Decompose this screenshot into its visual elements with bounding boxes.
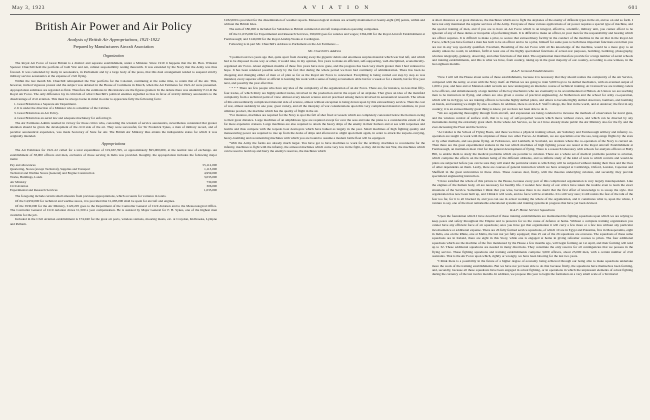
numbered-points	[10, 102, 217, 120]
paragraph: The sum of £80,000 is included for Subsidies to British commercial aircraft transportation operating companies.	[229, 27, 380, 32]
article-body	[10, 18, 640, 418]
column-three	[432, 18, 633, 418]
list-item: 3. Great Britain has an Air Policy.	[14, 110, 59, 115]
paragraph: The Air Estimates for 1921-22 called for a total expenditure of £19,667,395, or approximately $95,000,000, at the normal rate of exchange. An establishment of 38,900 officers and men, exclusive of those serving in India was provided. Roughly, the appropriation includes the following major items:	[10, 148, 217, 162]
table-cell-value: 306,000	[206, 183, 217, 188]
running-head-publication: A V I A T I O N	[302, 5, 371, 11]
section-heading-organization: Organization	[103, 53, 124, 58]
paragraph: "We are organizing thoroughly through from aircraft, and expression are being conducted to increase the methods of observation for naval guns, and the wireless control of surface craft, that is to say, of self-propelled vessels which move without crews, and which can be directed by any instruments during the extremely great shell. In the whole Air Service, so far as I have already made public the Air Ministry also for the fly and the ever-increasing the Fleet and the Service.	[432, 111, 633, 129]
paragraph: The foregoing include certain small amounts from previous appropriations, which accounts for variance in totals.	[15, 193, 167, 198]
list-item: 2. It is under the direction of a Minister who is a member of the Cabinet.	[14, 106, 110, 111]
paragraph: The Royal Air Force of Great Britain is a distinct and separate establishment, under a Minister. Since 1919 it happens that the Rt. Hon. Winston Spencer Churchill held the portfolio of both War and Air, cabinet responsibility resting therewith. It was extended by the Navy that the Army was thus favored. It was contended by many in aeronautics, in Parliament and by a large body of the press, that this dual arrangement tended to suspend strictly military service aeronautics at the expense of civil flying.	[10, 60, 217, 78]
paragraph: "I have satisfied the whole of this picture to the House, because every part of this complicated organization is very largely interdependent. Like the engines of the human body, all are necessary for healthy life. I wonder how many of our critics have taken the trouble even to learn the exact situations of the Service. Sometimes I think that you wise, because there is no doubt that the first effort of knowledge is to sweep the style. Our organization has now been built up, and I think it will work, and no force will be available. It is still very sure; it still resists the fear of the talk of the fear too far, for it is all blocked in, and you can see in actual working the whole of the organization, and it constitutes what is, upon the whole, I venture to say, one of the most remarkable educational systems and training systems in progress that have yet been devised.	[432, 179, 633, 206]
paragraph: Within the last month Mr. Churchill relinquished the War portfolio for the Colonial, continuing at the same time, to retain that of the Air. This, however, invited vigorous protest and the subject was debated in the House of Commons in March, when the Air Estimates for 1921-22 were presented. Appropriation estimates are regarded as final. Therefore the estimates in this instance are the figures granted. In the debate there was unanimity F-O-R the Royal Air Force. The only difference lay in criticism of what Churchill's political enemies signalled as bias in favor of strictly military aeronautics to the disadvantage of civil aviation. This must be always borne in mind in order to appreciate fully the following facts:	[10, 78, 217, 101]
table-cell-value: 730,000	[206, 179, 217, 184]
paragraph: The Air Estimates Admin resulted in victory for those critics who, conceding the wisdom of service aeronautics, nevertheless contended that greater attention should be given the development of the civil side of the art. They were successful, for Sir Frederick Sykes, a man of military record, and of peculiar aeronautical experience, was made Secretary of State for Air. The British Air Ministry thus attains the indisputable status for which it was originally intended.	[10, 120, 217, 139]
paragraph: Included in the Civil Aviation establishment is £74,940 for the great air ports, wireless stations, mooring masts, etc. at Croydon, Kidbrooke, Lympne and Pulham.	[10, 217, 217, 226]
paragraph: "At Calshot is the School of Flying Boats, and there we have a physical training school, Air Salisbury and Farnborough artillery and infantry co-operation are taught to work with the airplanes of these two other Forces. At Oakham, we are specialists over the sea, long-range flights by the stars or by other methods, and sea-plane flying. At Felixstowe, and Lambeth, in Scotland, are stations where the co-operation of the Navy is carried on. Then there are the great experimental stations in the last which machines of high fighting power are tested at the Royal Aircraft Establishment at Farnborough, an institution most vital for the general development of flying. There is a research laboratory with schools for analysis officers at Bally Hill, to enable them to study the medical problems which are peculiar to aviation. There are a whole set of medical problems peculiar to aviation, which comprise the effects on the human being of the different altitudes, and so infinite study of the kind of tests to which recruits and would-be pilots are subjected before you can be sure they will stand the particular strain to which they will be subjected without risking their lives and the lives of other dependents on them. Lastly, there are courses of general instruction which we have arranged at Cambridge, Oxford, London, Caperton and Sheffield in the great universities in these cities. These courses deal, firstly, with the theories underlying aviation, and secondly, they provide specialized engineering instruction.	[432, 129, 633, 179]
table-cell-value: £5,112,000	[202, 162, 217, 167]
running-head-page-number: 601	[628, 5, 638, 11]
table-cell-label: Technical and Warlike Stores (General) and Engine Construction	[10, 171, 95, 176]
paragraph: Of the £1,035,000 for Experimental and Research Services, £99,000 goes for salaries and wages; £364,000 for the Royal Aircraft Establishment at Farnborough; and £140,000 for the Royal Airship Works at Cardington.	[224, 32, 425, 41]
paragraph: " * * * There are few people who have any idea of the complexity of the organization of an Air Force. There are, for instance, no less than fifty-four trades, of which thirty are highly-skilled trades, involved in the production and in the repair of an airplane. That gives an idea of the manifold complexity from a technical point of view. Almost every known science and art practised among men is involved in aeronautical research. The whole of this extraordinarily complicated material side of science, almost without exception is being drawn upon by this extraordinary service. Then the cost of war, almost suddenly in one year, great variety, and all the interplay of war considerations upon this very complicated material constitute, in your ultimate product, the machine which has the quality of flight in the air.	[224, 86, 425, 113]
table-cell-label: Air Ministry	[10, 179, 27, 184]
header-divider	[10, 14, 640, 15]
article-subtitle: Analysis of British Air Appropriations, 1921-1922	[67, 37, 160, 43]
list-item: 4. Great Britain has an aerial law and adequate machinery for enforcing it.	[14, 115, 112, 120]
paragraph: at short distances or at great distances, the machines which are to fight the airplanes of the enemy of different types in the air, and so on and so forth. I have not only mentioned the regular services of the Army. Everyone of these various applications of air power requires a special type of machine, and the special training of men, and if you are to have an Air Force which is an integral, effective, scientific, military unit, you cannot afford to be ignorant of any of these duties or incapable of performing them. It is difficult to make an officer, in your men for the responsibility and bearing which are officer requires. It is difficult to make a pilot, to secure that extraordinary facility in the conduct of the machine in the air that in the Royal Air Force, which you have formed a man has both to be an officer and to be a pilot, himself for some pass to both these important functions even then you are not in any way specially qualified. Excellent, Breathing of the Air Force with all his knowledge of the machine, would be a mere grey to an enemy unless he could, in addition, fulfil at least one of the highly specialized functions of actual-war purposes, bombing, bombing, photography, wireless telegraphy, gunnery, observing, and other functions of that kind. The organization must therefore provide for a large number of aerial schools and training establishments, and this is what we have, from country, taking up in the great majority of our country, according to one witness, in the last eighteen months.	[432, 18, 633, 67]
paragraph: "I pointed out two years ago that, quite apart from clearing away the gigantic debris and enormous surplus material which war had left, and which had to be disposed in one way or other, it would take, in my opinion, five years to make an efficient, self-supporting, well-disciplined, economically-organized Air Force. About eighteen months of these five years have now gone, and the progress has been very much greater than I had ventured to hope. It has been rendered possible solely by the fact that during the whole period we have had continuity of administration. There has been no chopping and changing either of men or of plan so far as the Royal Air Force is concerned. Everything is being carried out step by step as was intended, every superior officer or official is learning his work with a sense of being accustomed. Able but for a week or for a month, but for five year next, and possibly the year after that.	[224, 54, 425, 86]
column-two	[224, 18, 425, 418]
table-cell-value: 1,035,000	[204, 188, 217, 193]
table-cell-value: 4,959,000	[204, 171, 217, 176]
appropriations-table	[10, 163, 217, 193]
running-head-date: May 3, 1923	[12, 5, 45, 11]
section-heading-home-service-squadrons: R.A.F. Home Service Squadrons	[510, 208, 555, 213]
paragraph: "For instance, machines are required for the Navy to spot the fall of shot fired at vessels which are completely concealed below the horizon owing to their great distance. Large machines of an amphibious type are required except for over the seas and take the plane to a considerable extent of the far more expensive cruisers. Large machines are also required to attack the heavy ships of the enemy in their harbors and at sea with torpedoes and bombs and thus compete with the torpedo boat destroyers which have balked as largely in the past. Small machines of high fighting quality and manoeuvring power are required to rise up from the decks of ships and afterward to alight upon them again, in order to attack the torpedo-carrying, heavy-bombing and reconnoitring machines with which you are bound to assume a modern battle fleet will be equipped.	[224, 113, 425, 140]
table-cell-label: Experimental and Research Services	[10, 188, 58, 193]
paragraph: "Now I will tell the House about some of these establishments, because it is necessary that they should realize the complexity of the Air Service, compared with the Army, or even with the Navy itself. At Halton we are going to train 5,000 boys to be skilled mechanics, with an eventual output of 1,000 a year, and here and at Manston adult recruits are now undergoing an intensive course of technical training. At Cranwell we are training cadets to be officers, and simultaneously a large number of the boy mechanics who are eventually to be accommodated at Halton. At Uxnow we are teaching men to be instructors in flying, and others are also given a course of practical engineering. At Netheravon and the school for army co-operation, which will be in Egypt, we are training officers to become highly skilled pilots, and others to become highly skilled observers, bombers, and bombing on hands, and learning we might fly also to others. In addition, there is an R.A.F. Staff College, the first in the world, and at Andover; the first in any country; it is an extraordinarily great thing to know, yet we have not been able to do it.	[432, 75, 633, 111]
paragraph: £182,000 is provided for the dissemination of weather reports. Meteorological stations are actually maintained at twenty-eight (28) points, within and without the British Isles.	[224, 18, 425, 27]
column-one	[10, 18, 217, 418]
paragraph: Of the £930,000 for the Air Ministry, £120,205 goes to the Department of the Controller General of Civil Aviation and to the Meteorological Office. The Controller General of Civil Aviation draws £1,500 a year compensation. He is assisted by Major General for F. H. Sykes, one of the highest men available for the job.	[10, 203, 217, 217]
running-head	[10, 5, 640, 12]
table-row	[10, 188, 217, 192]
paragraph: "With the Army the forms are already much larger. You have got to have machines to work for the artillery, machines to reconnoitre for the infantry, machines to fight with the infantry, the armored machines which come very low in the fight, as they did in the last War, the machines which can be used to bomb up and harry the enemy's reserves, the machines which	[224, 140, 425, 154]
table-cell-value: 3,033,000	[204, 175, 217, 180]
section-heading-churchill-address: Mr. Churchill's Address	[308, 48, 341, 53]
paragraph: "Upon the foundation which I have described if these training establishments are maintained the fighting squadrons upon which we are relying to keep peace and safety throughout the Empire and to preserve for us the cause of defence at home. Without a complete training organization you cannot have any efficient force of air squadrons; once you have got that organization it will carry a few more or a few less without any particular inconvenience or additional expense. There are 26 fully formed service squadrons, of which 10 are in Egypt and Palestine, five in Mesopotamia, eight in India, one on the Rhine, one at Malta, the last not yet fully equipped; thus 25 out of the 26 squadrons are overseas. The squadrons of these same squadrons are in Ireland, there are eight in this Story, while one is engaged at home in giving refresher courses to pilots. The four additional squadrons which are the machine of the five mentioned by the House a few months ago, will begin forming on 1st April, and their forming will tend up to 32. These additional squadrons are needed in many directions. They constitute the only reserve for all contingencies that we possess in the flying service. These fighting squadrons and training establishments comprise 3,000 officers, about 23,000 men, with a certain number of civil assistants. That is the Air Force upon which, rightly or wrongly, we have been laboring for the last two years.	[432, 214, 633, 259]
table-cell-label: Pay and allowances	[10, 162, 36, 167]
paragraph: "I think there is a possibility in the future of a higher degree of economy being achieved through our being able to make squadrons undertake more the work of the training establishments. But we have not yet been able to do that because firstly, the squadrons have themselves been forming, and, secondly, because all these squadrons have been engaged in actual fighting, or in operations in which the unpleasant elements of actual fighting during the currency of the last twelve months. In addition, we propose this year to begin the formation on a very small scale of a Territorial	[432, 259, 633, 277]
article-byline: Prepared by Manufacturers Aircraft Association	[73, 44, 154, 50]
table-cell-label: Works, Buildings, Lands	[10, 175, 43, 180]
table-cell-value: 1,113,000	[204, 166, 217, 171]
section-heading-ground-establishments: R.A.F. Ground Establishments	[511, 69, 554, 74]
paragraph: Following is in part Mr. Churchill's Address to Parliament on the Air Estimates:—	[229, 41, 339, 46]
list-item: 1. Great Britain has a Separate Air Department.	[14, 101, 77, 106]
section-heading-appropriations: Appropriations	[101, 141, 126, 146]
table-cell-label: Civil Aviation	[10, 183, 29, 188]
page-title: British Air Power and Air Policy	[35, 21, 192, 33]
paragraph: Of the £4,959,000 for technical and warlike stores, it is provided that £1,683,000 shall be spent for aircraft and engines.	[15, 198, 175, 203]
table-cell-label: Quartering, Stores (except Technical), Supplies and Transport	[10, 166, 91, 171]
